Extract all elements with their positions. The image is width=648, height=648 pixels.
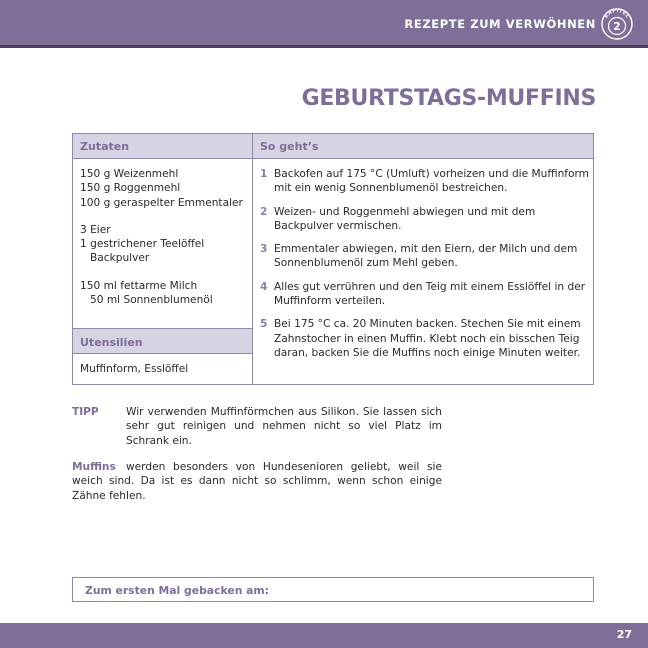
chapter-badge-icon	[600, 7, 634, 41]
utensils-text: Muffinform, Esslöffel	[80, 363, 189, 375]
step-text: Backofen auf 175 °C (Umluft) vorheizen und die Muffinform mit ein wenig Sonnenblumenöl bestreichen.	[274, 168, 590, 195]
ingredients-list	[80, 167, 250, 307]
step-item	[260, 242, 590, 271]
recipe-table	[72, 133, 594, 385]
step-number: 5	[260, 318, 268, 331]
steps-list	[260, 167, 590, 369]
step-text: Emmentaler abwiegen, mit den Eiern, der Milch und dem Sonnenblumenöl zum Mehl geben.	[274, 243, 578, 270]
tip-label: TIPP	[72, 406, 99, 418]
muffins-note	[72, 460, 442, 503]
step-item	[260, 317, 590, 360]
chapter-number: 2	[613, 20, 621, 33]
muffins-label: Muffins	[72, 461, 116, 473]
step-item	[260, 167, 590, 196]
ingredients-heading: Zutaten	[73, 134, 252, 159]
chapter-word: KAPITEL	[604, 8, 630, 20]
ingredient-line: 150 ml fettarme Milch	[80, 279, 198, 292]
first-baked-field	[72, 577, 594, 602]
step-number: 3	[260, 243, 268, 256]
step-text: Bei 175 °C ca. 20 Minuten backen. Stechen Sie mit einem Zahnstocher in einen Muffin. Klebt noch ein bisschen Teig daran, backen Sie die Muffins noch einige Minuten weiter.	[274, 318, 581, 359]
steps-heading: So geht’s	[253, 134, 593, 159]
page-title: GEBURTSTAGS-MUFFINS	[301, 86, 596, 111]
footer-bar	[0, 623, 648, 648]
steps-column	[253, 134, 593, 384]
header-title: REZEPTE ZUM VERWÖHNEN	[404, 17, 596, 31]
ingredient-line: 50 ml Sonnenblumenöl	[90, 294, 213, 307]
step-item	[260, 280, 590, 309]
ingredient-line: 3 Eier	[80, 223, 111, 236]
muffins-text: werden besonders von Hundesenioren geliebt, weil sie weich sind. Da ist es dann nicht so schlimm, wenn schon einige Zähne fehlen.	[72, 461, 442, 502]
header-bar	[0, 0, 648, 48]
tip-note	[72, 405, 442, 448]
step-number: 2	[260, 205, 268, 218]
step-text: Weizen- und Roggenmehl abwiegen und mit dem Backpulver vermischen.	[274, 205, 536, 232]
ingredient-line: 1 gestrichener Teelöffel	[80, 238, 205, 251]
ingredients-column	[73, 134, 253, 384]
step-number: 1	[260, 168, 268, 180]
ingredient-line: 150 g Weizenmehl	[80, 168, 179, 180]
page-number: 27	[616, 628, 632, 641]
ingredient-line: Backpulver	[90, 252, 150, 265]
step-number: 4	[260, 280, 268, 293]
step-item	[260, 205, 590, 234]
ingredient-line: 150 g Roggenmehl	[80, 182, 181, 195]
tip-text: Wir verwenden Muffinförmchen aus Silikon. Sie lassen sich sehr gut reinigen und nehmen nicht so viel Platz im Schrank ein.	[126, 406, 442, 447]
step-text: Alles gut verrühren und den Teig mit einem Esslöffel in der Muffinform verteilen.	[274, 280, 586, 308]
utensils-heading: Utensilien	[73, 328, 252, 354]
ingredient-line: 100 g geraspelter Emmentaler	[80, 196, 243, 209]
first-baked-label: Zum ersten Mal gebacken am:	[85, 584, 269, 597]
